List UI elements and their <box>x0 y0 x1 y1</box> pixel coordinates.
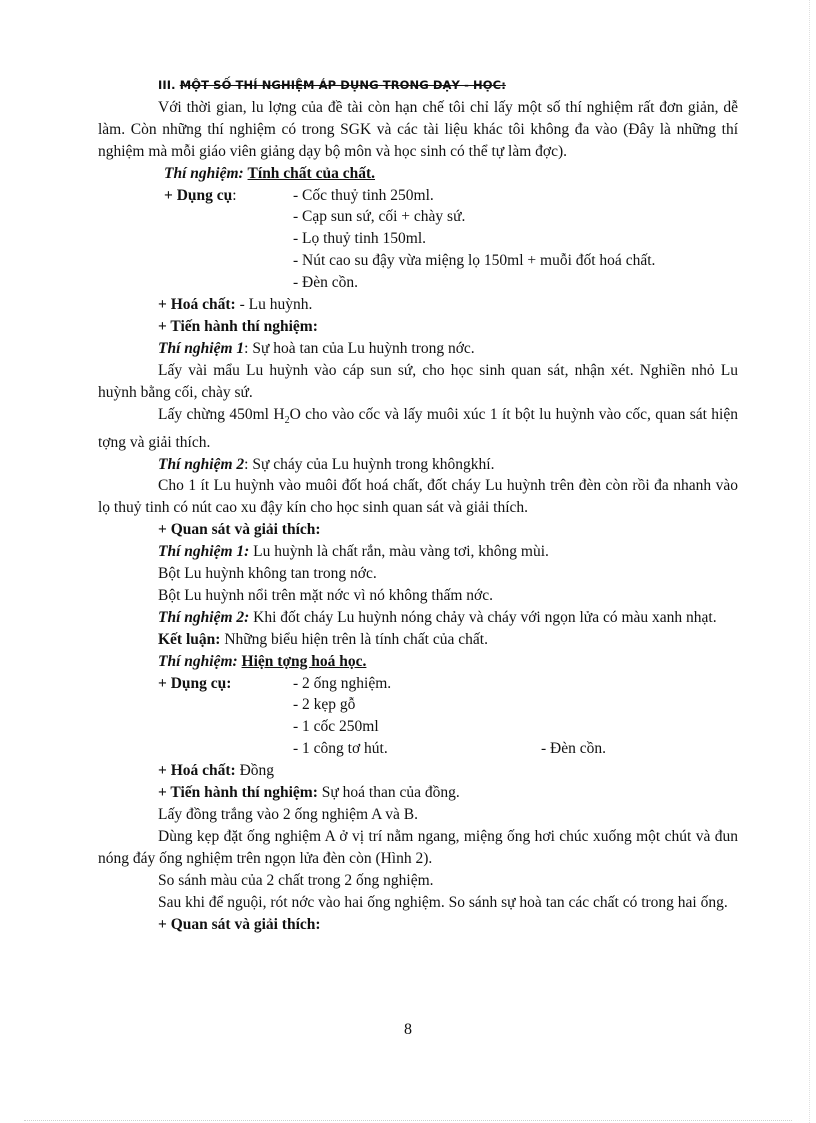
exp2-proc-label: + Tiến hành thí nghiệm: <box>158 784 318 802</box>
exp2-proc-line <box>98 782 738 804</box>
exp1-obs1-text2: Bột Lu huỳnh không tan trong nớc. <box>158 565 377 583</box>
exp1-label: Thí nghiệm: <box>164 164 244 182</box>
exp2-tool-line <box>98 694 738 716</box>
heading-prefix: III. <box>158 78 180 92</box>
exp1-obs2-text: Khi đốt cháy Lu huỳnh nóng chảy và cháy với ngọn lửa có màu xanh nhạt. <box>249 608 717 626</box>
exp2-obs-label: + Quan sát và giải thích: <box>158 915 321 933</box>
exp1-chem-label: + Hoá chất: <box>158 296 236 314</box>
exp2-p2-text: Dùng kẹp đặt ống nghiệm A ở vị trí nằm ngang, miệng ống hơi chúc xuống một chút và đun nóng đáy ống nghiệm trên ngọn lửa đèn còn (Hình 2). <box>98 827 738 867</box>
exp2-tool-item: - 1 cốc 250ml <box>293 718 379 736</box>
exp2-p2 <box>98 826 738 870</box>
exp2-chem-line <box>98 760 738 782</box>
exp1-p2 <box>98 404 738 454</box>
exp2-obs-line <box>98 914 738 936</box>
exp1-p3 <box>98 475 738 519</box>
page-break-line <box>24 1120 792 1121</box>
exp2-p4-text: Sau khi để nguội, rót nớc vào hai ống nghiệm. So sánh sự hoà tan các chất có trong hai ống. <box>158 893 728 911</box>
exp1-tn2-label: Thí nghiệm 2 <box>158 455 245 473</box>
exp1-tool-item: - Nút cao su đậy vừa miệng lọ 150ml + muỗi đốt hoá chất. <box>293 252 656 270</box>
exp1-obs1-text3: Bột Lu huỳnh nổi trên mặt nớc vì nó không thấm nớc. <box>158 586 493 604</box>
exp1-tool-item: - Cốc thuỷ tinh 250ml. <box>293 186 434 204</box>
exp1-tool-item: - Đèn cồn. <box>293 274 358 292</box>
exp2-p3-text: So sánh màu của 2 chất trong 2 ống nghiệm. <box>158 871 434 889</box>
exp1-tool-item: - Lọ thuỷ tinh 150ml. <box>293 230 427 248</box>
exp2-p1-text: Lấy đồng trắng vào 2 ống nghiệm A và B. <box>158 806 419 823</box>
exp1-proc-label: + Tiến hành thí nghiệm: <box>158 317 318 335</box>
h2o-subscript: 2 <box>284 414 290 426</box>
exp1-obs1-line <box>98 541 738 563</box>
exp2-p1 <box>98 804 738 826</box>
exp1-title: Tính chất của chất. <box>247 164 376 182</box>
exp2-title: Hiện tợng hoá học. <box>241 652 367 670</box>
section-heading <box>98 74 738 97</box>
exp1-tn1-label: Thí nghiệm 1 <box>158 339 245 357</box>
exp2-tool-line <box>98 738 738 760</box>
exp1-proc-line <box>98 316 738 338</box>
exp1-conclusion-text: Những biểu hiện trên là tính chất của chất. <box>220 630 488 648</box>
exp2-tool-item: - 2 kẹp gỗ <box>293 696 356 714</box>
heading-title: MỘT SỐ THÍ NGHIỆM ÁP DỤNG TRONG DẠY - HỌC: <box>179 78 506 92</box>
page-number: 8 <box>404 1021 412 1038</box>
exp1-tn2-text: : Sự cháy của Lu huỳnh trong khôngkhí. <box>244 455 495 473</box>
exp1-obs1-label: Thí nghiệm 1: <box>158 543 250 561</box>
exp1-title-line <box>98 163 738 185</box>
exp1-p3-text: Cho 1 ít Lu huỳnh vào muôi đốt hoá chất, đốt cháy Lu huỳnh trên đèn còn rồi đa nhanh vào lọ thuỷ tinh có nút cao xu đậy kín cho học sinh quan sát và giải thích. <box>98 477 738 517</box>
exp2-tool-item-extra: - Đèn cồn. <box>541 740 606 758</box>
exp1-conclusion-label: Kết luận: <box>158 630 221 648</box>
page-content <box>98 74 738 935</box>
intro-text: Với thời gian, lu lợng của đề tài còn hạn chế tôi chỉ lấy một số thí nghiệm rất đơn giản, dễ làm. Còn những thí nghiệm có trong SGK và các tài liệu khác tôi không đa vào (Đây là những thí nghiệm mà mỗi giáo viên giảng dạy bộ môn và học sinh có thể tự làm đợc). <box>98 98 738 160</box>
exp1-tool-line <box>98 206 738 228</box>
exp2-title-line <box>98 651 738 673</box>
exp2-proc-value: Sự hoá than của đồng. <box>317 784 460 802</box>
exp1-tn1-text: : Sự hoà tan của Lu huỳnh trong nớc. <box>244 339 475 357</box>
exp1-chem-value: - Lu huỳnh. <box>235 296 313 314</box>
exp1-obs2-label: Thí nghiệm 2: <box>158 608 250 626</box>
exp1-obs-line <box>98 519 738 541</box>
exp1-obs1-text: Lu huỳnh là chất rắn, màu vàng tơi, không mùi. <box>249 543 549 561</box>
exp1-tool-line <box>98 272 738 294</box>
exp2-chem-value: Đồng <box>235 762 275 780</box>
exp1-obs2 <box>98 607 738 629</box>
exp1-p2-text-a: Lấy chừng 450ml H <box>158 405 285 423</box>
exp2-tools-label: + Dụng cụ: <box>158 674 232 692</box>
page-edge-line <box>809 0 810 1123</box>
exp1-p1 <box>98 360 738 404</box>
exp1-obs1-line3 <box>98 585 738 607</box>
exp1-tools-colon: : <box>232 186 237 204</box>
exp1-tool-line <box>98 250 738 272</box>
exp2-chem-label: + Hoá chất: <box>158 762 236 780</box>
exp2-tools-line <box>98 673 738 695</box>
exp2-tool-item: - 1 công tơ hút. <box>293 740 388 758</box>
exp1-tools-line <box>98 185 738 207</box>
intro-paragraph <box>98 97 738 163</box>
exp1-chem-line <box>98 294 738 316</box>
exp1-tn2-line <box>98 454 738 476</box>
exp2-label: Thí nghiệm: <box>158 652 238 670</box>
exp1-tool-item: - Cạp sun sứ, cối + chày sứ. <box>293 208 466 226</box>
exp2-p4 <box>98 892 738 914</box>
exp2-tool-line <box>98 716 738 738</box>
exp2-tool-item: - 2 ống nghiệm. <box>293 674 392 692</box>
exp1-p1-text: Lấy vài mẩu Lu huỳnh vào cáp sun sứ, cho học sinh quan sát, nhận xét. Nghiền nhỏ Lu huỳnh bằng cối, chày sứ. <box>98 361 738 401</box>
exp2-p3 <box>98 870 738 892</box>
exp1-tools-label: + Dụng cụ <box>164 186 233 204</box>
exp1-p2-text-b: O cho vào cốc và lấy muôi xúc 1 ít bột lu huỳnh vào cốc, quan sát hiện tợng và giải thích. <box>98 405 738 451</box>
exp1-conclusion <box>98 629 738 651</box>
exp1-tn1-line <box>98 338 738 360</box>
exp1-tool-line <box>98 228 738 250</box>
exp1-obs-label: + Quan sát và giải thích: <box>158 521 321 539</box>
exp1-obs1-line2 <box>98 563 738 585</box>
